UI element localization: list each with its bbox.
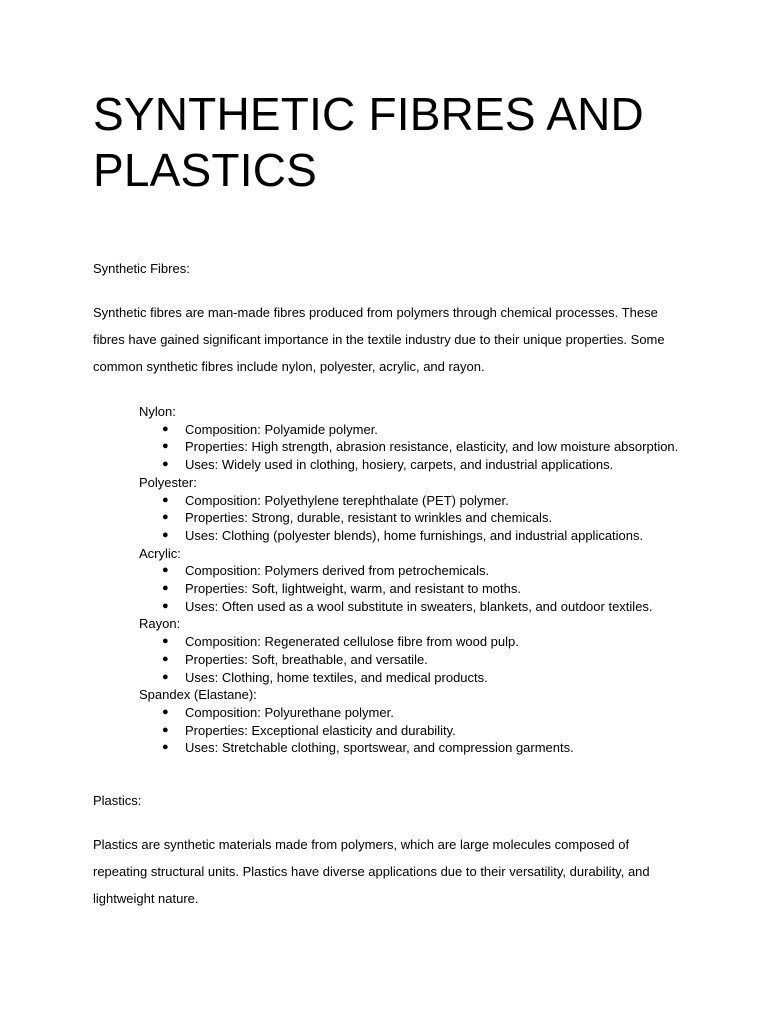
bullet-dot-icon: ● bbox=[162, 635, 169, 648]
fibre-detail-item bbox=[139, 527, 689, 545]
fibre-detail-text: Properties: High strength, abrasion resistance, elasticity, and low moisture absorption. bbox=[185, 439, 679, 455]
fibre-details-list bbox=[139, 492, 689, 545]
fibre-item bbox=[139, 615, 689, 686]
fibre-detail-item bbox=[139, 509, 689, 527]
bullet-dot-icon: ● bbox=[162, 493, 169, 506]
bullet-dot-icon: ● bbox=[162, 705, 169, 718]
fibre-detail-item bbox=[139, 562, 689, 580]
fibre-details-list bbox=[139, 633, 689, 686]
bullet-dot-icon: ● bbox=[162, 458, 169, 471]
fibre-detail-item bbox=[139, 456, 689, 474]
plastics-intro: Plastics are synthetic materials made from polymers, which are large molecules composed of repeating structural units. Plastics have diverse applications due to their versatility, durability, and lightweight nature. bbox=[93, 837, 650, 906]
fibre-detail-item bbox=[139, 633, 689, 651]
fibre-detail-text: Composition: Polyurethane polymer. bbox=[185, 704, 394, 720]
fibre-detail-item bbox=[139, 651, 689, 669]
fibre-detail-text: Composition: Regenerated cellulose fibre from wood pulp. bbox=[185, 634, 519, 650]
fibre-detail-text: Properties: Exceptional elasticity and durability. bbox=[185, 722, 456, 738]
bullet-dot-icon: ● bbox=[162, 599, 169, 612]
fibre-name: Spandex (Elastane): bbox=[139, 687, 257, 703]
fibre-list bbox=[139, 403, 689, 757]
bullet-dot-icon: ● bbox=[162, 511, 169, 524]
fibre-detail-text: Composition: Polymers derived from petrochemicals. bbox=[185, 563, 490, 579]
fibre-detail-text: Properties: Soft, breathable, and versatile. bbox=[185, 651, 428, 667]
fibre-name: Acrylic: bbox=[139, 545, 181, 561]
bullet-dot-icon: ● bbox=[162, 528, 169, 541]
fibre-detail-text: Uses: Widely used in clothing, hosiery, carpets, and industrial applications. bbox=[185, 457, 614, 473]
bullet-dot-icon: ● bbox=[162, 440, 169, 453]
fibre-detail-text: Uses: Clothing, home textiles, and medical products. bbox=[185, 669, 488, 685]
fibre-detail-text: Composition: Polyamide polymer. bbox=[185, 421, 378, 437]
bullet-dot-icon: ● bbox=[162, 741, 169, 754]
fibre-detail-text: Composition: Polyethylene terephthalate (PET) polymer. bbox=[185, 492, 509, 508]
fibre-detail-text: Uses: Often used as a wool substitute in sweaters, blankets, and outdoor textiles. bbox=[185, 598, 653, 614]
bullet-dot-icon: ● bbox=[162, 582, 169, 595]
fibre-detail-item bbox=[139, 580, 689, 598]
fibre-detail-item bbox=[139, 669, 689, 687]
fibre-details-list bbox=[139, 562, 689, 615]
fibre-item bbox=[139, 686, 689, 757]
fibre-detail-text: Properties: Soft, lightweight, warm, and resistant to moths. bbox=[185, 581, 521, 597]
fibre-item bbox=[139, 474, 689, 545]
document-title: SYNTHETIC FIBRES AND PLASTICS bbox=[93, 88, 644, 196]
synthetic-fibres-heading: Synthetic Fibres: bbox=[93, 261, 190, 276]
bullet-dot-icon: ● bbox=[162, 564, 169, 577]
fibre-detail-item bbox=[139, 739, 689, 757]
fibre-detail-item bbox=[139, 438, 689, 456]
fibre-detail-item bbox=[139, 704, 689, 722]
bullet-dot-icon: ● bbox=[162, 723, 169, 736]
fibre-details-list bbox=[139, 421, 689, 474]
fibre-detail-text: Uses: Clothing (polyester blends), home furnishings, and industrial applications. bbox=[185, 527, 644, 543]
fibre-detail-item bbox=[139, 492, 689, 510]
synthetic-fibres-intro: Synthetic fibres are man-made fibres produced from polymers through chemical processes. These fibres have gained significant importance in the textile industry due to their unique properties. Some common synthetic fibres include nylon, polyester, acrylic, and rayon. bbox=[93, 305, 665, 374]
fibre-item bbox=[139, 545, 689, 616]
bullet-dot-icon: ● bbox=[162, 670, 169, 683]
fibre-name: Nylon: bbox=[139, 404, 176, 419]
bullet-dot-icon: ● bbox=[162, 422, 169, 435]
bullet-dot-icon: ● bbox=[162, 652, 169, 665]
fibre-detail-item bbox=[139, 421, 689, 439]
fibre-item bbox=[139, 403, 689, 474]
fibre-name: Rayon: bbox=[139, 616, 181, 632]
fibre-detail-text: Properties: Strong, durable, resistant to wrinkles and chemicals. bbox=[185, 510, 553, 526]
fibre-details-list bbox=[139, 704, 689, 757]
plastics-heading: Plastics: bbox=[93, 793, 142, 808]
fibre-detail-item bbox=[139, 722, 689, 740]
fibre-name: Polyester: bbox=[139, 474, 197, 490]
fibre-detail-text: Uses: Stretchable clothing, sportswear, and compression garments. bbox=[185, 740, 574, 756]
fibre-detail-item bbox=[139, 598, 689, 616]
